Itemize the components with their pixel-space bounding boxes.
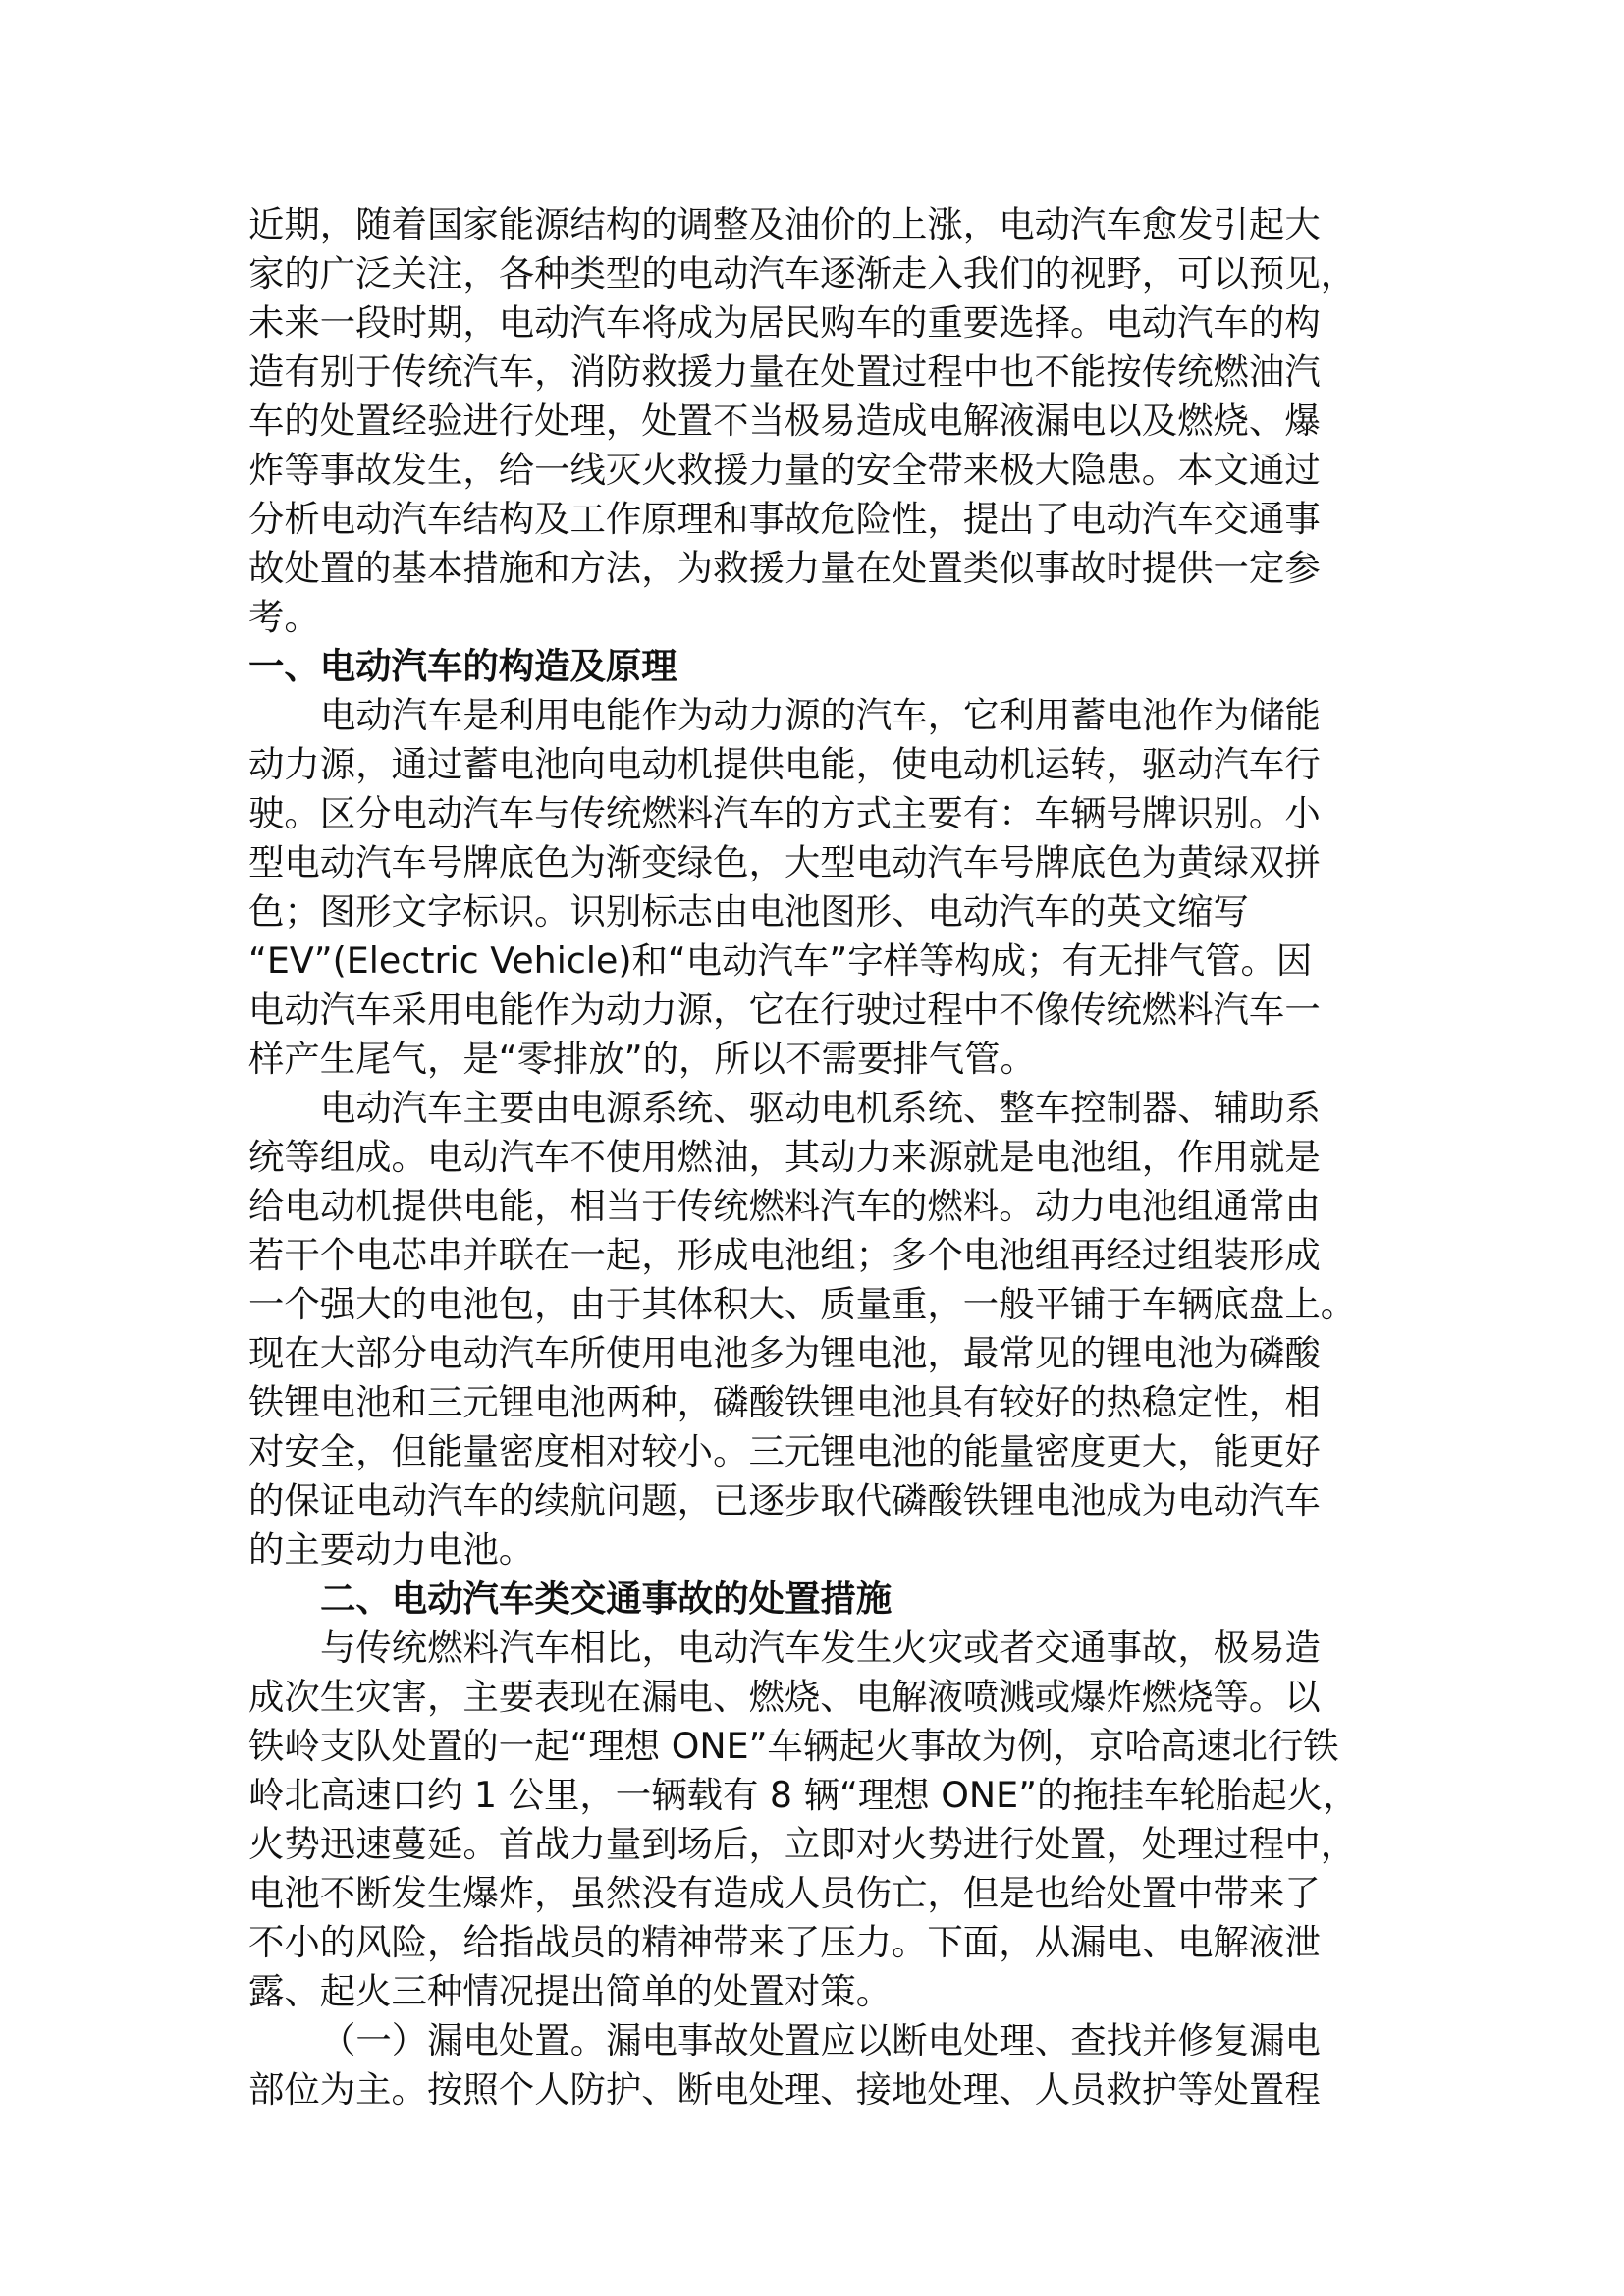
body-paragraph <box>248 1084 1368 1575</box>
text-line: 给电动机提供电能，相当于传统燃料汽车的燃料。动力电池组通常由 <box>248 1185 1321 1227</box>
text-line: 成次生灾害，主要表现在漏电、燃烧、电解液喷溅或爆炸燃烧等。以 <box>248 1676 1321 1718</box>
text-line: 的保证电动汽车的续航问题，已逐步取代磷酸铁锂电池成为电动汽车 <box>248 1479 1321 1522</box>
text-line: 不小的风险，给指战员的精神带来了压力。下面，从漏电、电解液泄 <box>248 1921 1321 1963</box>
text-line: 车的处置经验进行处理，处置不当极易造成电解液漏电以及燃烧、爆 <box>248 400 1321 442</box>
body-paragraph <box>248 2016 1368 2114</box>
text-line: 铁岭支队处置的一起“理想 ONE”车辆起火事故为例，京哈高速北行铁 <box>248 1725 1339 1767</box>
text-line: 炸等事故发生，给一线灭火救援力量的安全带来极大隐患。本文通过 <box>248 449 1321 491</box>
text-line: 近期，随着国家能源结构的调整及油价的上涨，电动汽车愈发引起大 <box>248 203 1321 245</box>
body-paragraph <box>248 200 1368 642</box>
section-heading <box>248 1575 1368 1624</box>
text-line: 型电动汽车号牌底色为渐变绿色，大型电动汽车号牌底色为黄绿双拼 <box>248 841 1321 883</box>
text-line: 分析电动汽车结构及工作原理和事故危险性，提出了电动汽车交通事 <box>248 498 1321 540</box>
text-line: 对安全，但能量密度相对较小。三元锂电池的能量密度更大，能更好 <box>248 1430 1321 1472</box>
text-line: 考。 <box>248 596 320 638</box>
text-line: 电动汽车是利用电能作为动力源的汽车，它利用蓄电池作为储能 <box>320 694 1321 736</box>
text-line: 现在大部分电动汽车所使用电池多为锂电池，最常见的锂电池为磷酸 <box>248 1332 1321 1374</box>
text-line: 的主要动力电池。 <box>248 1528 535 1571</box>
text-line: 露、起火三种情况提出简单的处置对策。 <box>248 1970 893 2012</box>
text-line: 与传统燃料汽车相比，电动汽车发生火灾或者交通事故，极易造 <box>320 1627 1321 1669</box>
text-line: 部位为主。按照个人防护、断电处理、接地处理、人员救护等处置程 <box>248 2068 1321 2110</box>
text-line: 驶。区分电动汽车与传统燃料汽车的方式主要有：车辆号牌识别。小 <box>248 792 1321 834</box>
text-line: 一、电动汽车的构造及原理 <box>248 645 677 687</box>
text-line: 样产生尾气，是“零排放”的，所以不需要排气管。 <box>248 1038 1036 1080</box>
text-line: 若干个电芯串并联在一起，形成电池组；多个电池组再经过组装形成 <box>248 1234 1321 1276</box>
text-line: 未来一段时期，电动汽车将成为居民购车的重要选择。电动汽车的构 <box>248 301 1321 344</box>
text-line: 造有别于传统汽车，消防救援力量在处置过程中也不能按传统燃油汽 <box>248 350 1321 393</box>
text-line: 火势迅速蔓延。首战力量到场后，立即对火势进行处置，处理过程中， <box>248 1823 1357 1865</box>
text-line: “EV”(Electric Vehicle)和“电动汽车”字样等构成；有无排气管。因 <box>248 939 1313 982</box>
text-line: 电动汽车主要由电源系统、驱动电机系统、整车控制器、辅助系 <box>320 1087 1321 1129</box>
text-line: 电动汽车采用电能作为动力源，它在行驶过程中不像传统燃料汽车一 <box>248 988 1321 1031</box>
text-line: 动力源，通过蓄电池向电动机提供电能，使电动机运转，驱动汽车行 <box>248 743 1321 785</box>
text-line: （一）漏电处置。漏电事故处置应以断电处理、查找并修复漏电 <box>320 2019 1321 2061</box>
text-line: 统等组成。电动汽车不使用燃油，其动力来源就是电池组，作用就是 <box>248 1136 1321 1178</box>
text-line: 家的广泛关注，各种类型的电动汽车逐渐走入我们的视野，可以预见， <box>248 252 1357 294</box>
text-line: 铁锂电池和三元锂电池两种，磷酸铁锂电池具有较好的热稳定性，相 <box>248 1381 1321 1423</box>
text-line: 色；图形文字标识。识别标志由电池图形、电动汽车的英文缩写 <box>248 890 1249 933</box>
body-paragraph <box>248 1624 1368 2016</box>
document-page <box>248 200 1368 2114</box>
body-paragraph <box>248 691 1368 1084</box>
text-line: 电池不断发生爆炸，虽然没有造成人员伤亡，但是也给处置中带来了 <box>248 1872 1321 1914</box>
text-line: 二、电动汽车类交通事故的处置措施 <box>320 1577 893 1620</box>
text-line: 岭北高速口约 1 公里，一辆载有 8 辆“理想 ONE”的拖挂车轮胎起火， <box>248 1774 1359 1816</box>
text-line: 一个强大的电池包，由于其体积大、质量重，一般平铺于车辆底盘上。 <box>248 1283 1357 1325</box>
section-heading <box>248 642 1368 691</box>
text-line: 故处置的基本措施和方法，为救援力量在处置类似事故时提供一定参 <box>248 547 1321 589</box>
